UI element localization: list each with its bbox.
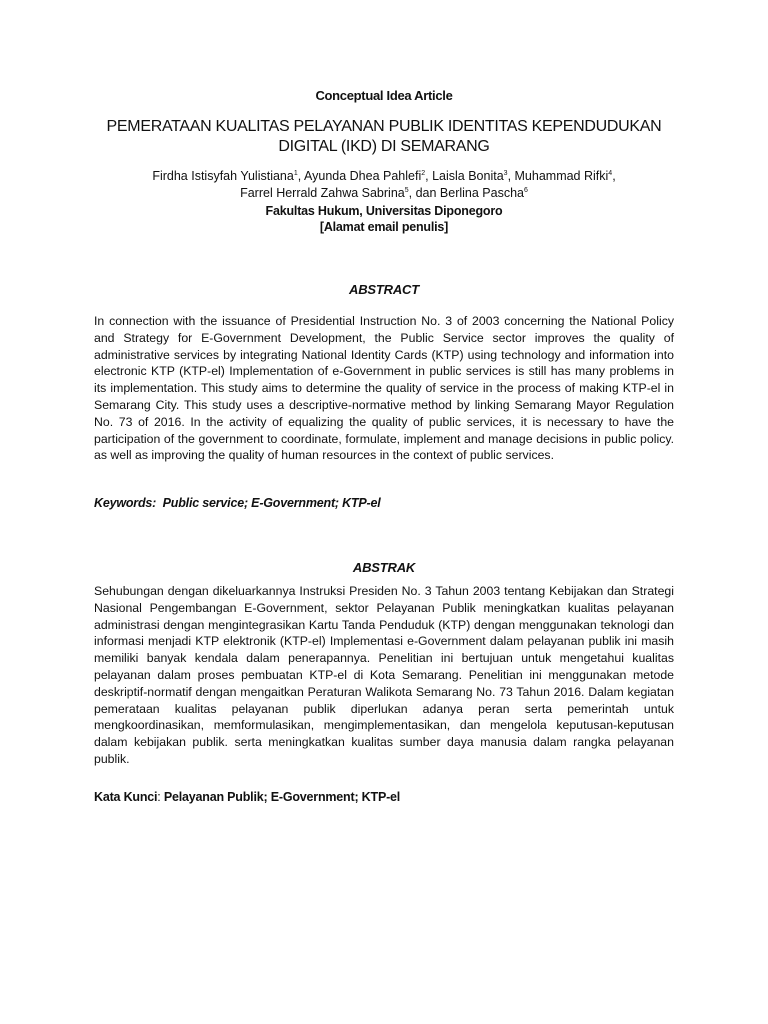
abstract-body: In connection with the issuance of Presidential Instruction No. 3 of 2003 concerning the National Policy and Strategy for E-Government Development, the Public Service sector improves the quality of administrative services by integrating National Identity Cards (KTP) using technology and information into electronic KTP (KTP-el) Implementation of e-Government in public services is still has many problems in its implementation. This study aims to determine the quality of service in the process of making KTP-el in Semarang City. This study uses a descriptive-normative method by linking Semarang Mayor Regulation No. 73 of 2016. In the activity of equalizing the quality of public services, it is necessary to have the participation of the government to coordinate, formulate, implement and manage decisions in public policy. as well as improving the quality of human resources in the context of public services. [94,314,674,463]
author-mark: 2 [421,170,426,177]
kata-kunci-label: Kata Kunci [94,790,158,804]
author-mark: 5 [404,187,409,194]
abstrak-heading: ABSTRAK [352,560,416,575]
author-separator: , [612,169,616,183]
author-name: Farrel Herrald Zahwa Sabrina [240,186,405,200]
kata-kunci-line [94,790,674,804]
author-separator: , [297,169,304,183]
author-separator: , [425,169,433,183]
institution: Fakultas Hukum, Universitas Diponegoro [265,204,503,218]
author-mark: 3 [503,170,508,177]
author-line-1 [94,168,674,185]
author-separator: , [507,169,515,183]
author-name: Laisla Bonita [432,169,504,183]
author-name: dan Berlina Pascha [415,186,524,200]
author-separator: , [408,186,416,200]
kata-kunci-colon: : [157,790,161,804]
author-line-2 [94,185,674,202]
affiliation-block [94,203,674,235]
author-list [94,168,674,202]
keywords-label: Keywords [94,496,153,510]
author-mark: 4 [608,170,613,177]
keywords-colon: : [152,496,157,510]
paper-title [94,117,674,157]
author-name: Ayunda Dhea Pahlefi [304,169,422,183]
paper-title-line-2: DIGITAL (IKD) DI SEMARANG [278,138,490,155]
article-type-label: Conceptual Idea Article [315,88,453,103]
paper-title-line-1: PEMERATAAN KUALITAS PELAYANAN PUBLIK IDENTITAS KEPENDUDUKAN [106,118,662,135]
author-email: [Alamat email penulis] [319,220,449,234]
author-name: Muhammad Rifki [514,169,609,183]
abstract-heading: ABSTRACT [349,282,419,297]
keywords-line [94,496,674,510]
author-mark: 1 [293,170,298,177]
author-name: Firdha Istisyfah Yulistiana [152,169,294,183]
author-mark: 6 [524,187,528,194]
kata-kunci-value: Pelayanan Publik; E-Government; KTP-el [163,790,401,804]
keywords-value: Public service; E-Government; KTP-el [162,496,381,510]
abstrak-body: Sehubungan dengan dikeluarkannya Instruksi Presiden No. 3 Tahun 2003 tentang Kebijakan dan Strategi Nasional Pengembangan E-Government, sektor Pelayanan Publik meningkatkan kualitas pelayanan administrasi dengan mengintegrasikan Kartu Tanda Penduduk (KTP) dengan menggunakan teknologi dan informasi menjadi KTP elektronik (KTP-el) Implementasi e-Government dalam pelayanan publik ini masih memiliki banyak kendala dalam penerapannya. Penelitian ini bertujuan untuk mengetahui kualitas pelayanan dalam proses pembuatan KTP-el di Kota Semarang. Penelitian ini menggunakan metode deskriptif-normatif dengan mengaitkan Peraturan Walikota Semarang No. 73 Tahun 2016. Dalam kegiatan pemerataan kualitas pelayanan publik diperlukan adanya peran serta pemerintah untuk mengkoordinasikan, memformulasikan, mengimplementasikan, dan mengelola keputusan-keputusan dalam kebijakan publik. serta meningkatkan kualitas sumber daya manusia dalam rangka pelayanan publik. [94,584,674,766]
